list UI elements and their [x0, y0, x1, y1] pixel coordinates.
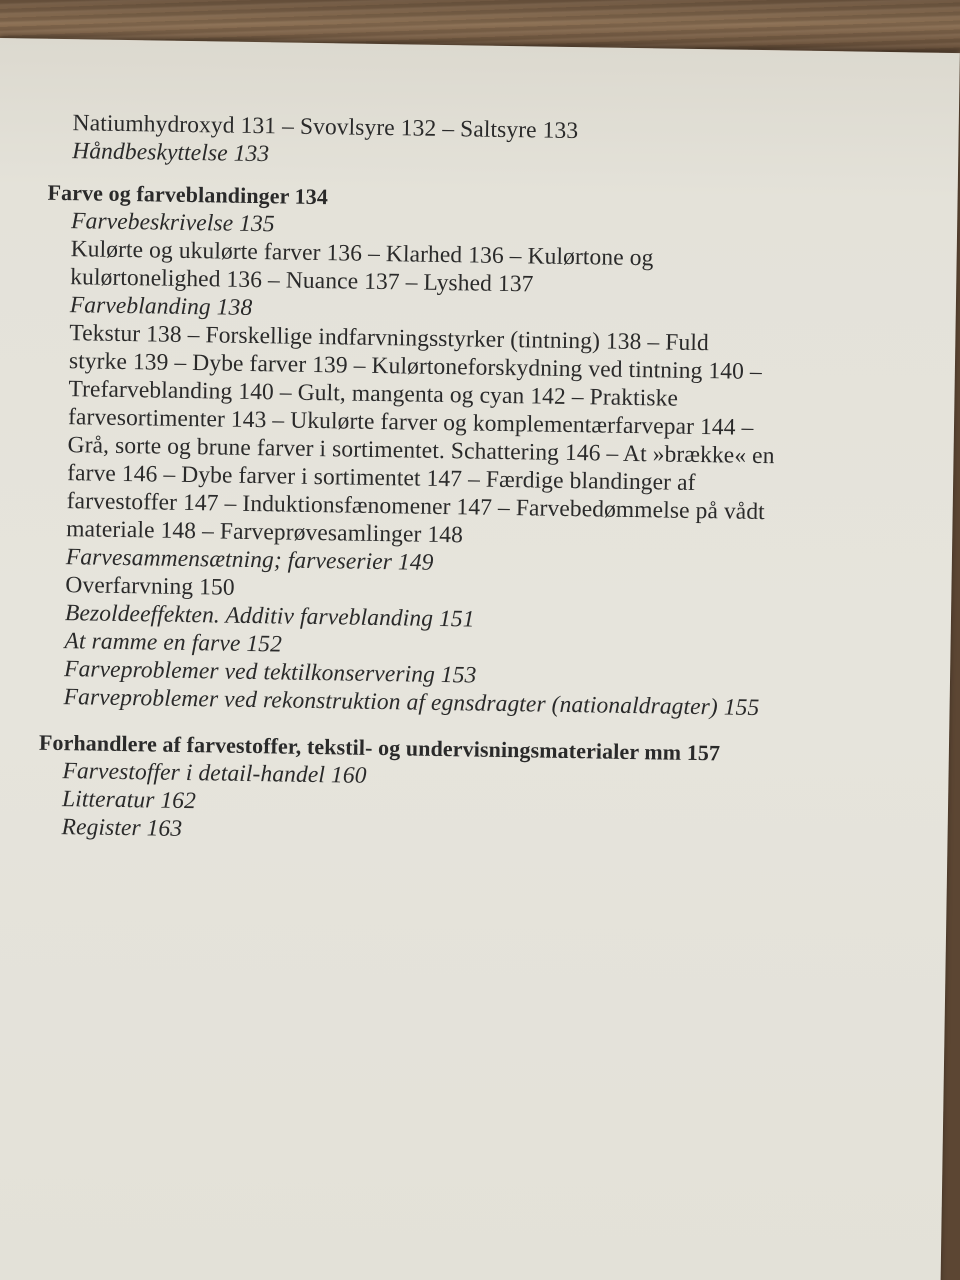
toc-entry-farvebeskrivelse: Farvebeskrivelse 135 — [70, 208, 275, 238]
section-heading-farve: Farve og farveblandinger 134 — [47, 179, 329, 210]
toc-entry-farvestoffer-detail: Farvestoffer i detail-handel 160 — [62, 758, 367, 789]
toc-entry-farvesammensaetning: Farvesammensætning; farveserier 149 — [65, 544, 434, 576]
toc-entry-at-ramme: At ramme en farve 152 — [64, 628, 283, 658]
toc-entry-overfarvning: Overfarvning 150 — [65, 572, 235, 601]
toc-line-natriumhydroxyd: Natiumhydroxyd 131 – Svovlsyre 132 – Saltsyre 133 — [72, 110, 579, 145]
toc-line-tekstur-7: farvestoffer 147 – Induktionsfænomener 147 – Farvebedømmelse på vådt — [66, 488, 765, 526]
toc-line-tekstur-8: materiale 148 – Farveprøvesamlinger 148 — [66, 516, 464, 549]
toc-entry-handbeskyttelse: Håndbeskyttelse 133 — [72, 138, 270, 168]
toc-line-tekstur-4: farvesortimenter 143 – Ukulørte farver og komplementærfarvepar 144 – — [67, 404, 754, 441]
toc-line-tekstur-5: Grå, sorte og brune farver i sortimentet. Schattering 146 – At »brække« en — [67, 432, 775, 470]
table-of-contents — [37, 109, 908, 854]
toc-line-tekstur-6: farve 146 – Dybe farver i sortimentet 147 – Færdige blandinger af — [66, 460, 696, 496]
section-heading-forhandlere: Forhandlere af farvestoffer, tekstil- og undervisningsmaterialer mm 157 — [38, 729, 721, 766]
toc-line-kulorte-2: kulørtonelighed 136 – Nuance 137 – Lyshed 137 — [70, 264, 534, 298]
book-page — [0, 38, 960, 1280]
toc-entry-register: Register 163 — [61, 814, 183, 842]
toc-entry-farveblanding: Farveblanding 138 — [69, 292, 253, 321]
toc-line-tekstur-1: Tekstur 138 – Forskellige indfarvningsstyrker (tintning) 138 – Fuld — [69, 320, 709, 357]
toc-entry-farveproblemer-rekonstruktion: Farveproblemer ved rekonstruktion af egnsdragter (nationaldragter) 155 — [63, 684, 760, 722]
toc-line-kulorte-1: Kulørte og ukulørte farver 136 – Klarhed 136 – Kulørtone og — [70, 236, 654, 272]
toc-entry-litteratur: Litteratur 162 — [61, 786, 197, 815]
toc-line-tekstur-2: styrke 139 – Dybe farver 139 – Kulørtoneforskydning ved tintning 140 – — [68, 348, 763, 386]
toc-line-tekstur-3: Trefarveblanding 140 – Gult, mangenta og cyan 142 – Praktiske — [68, 376, 679, 412]
toc-entry-farveproblemer-tekstil: Farveproblemer ved tektilkonservering 153 — [63, 656, 477, 689]
toc-entry-bezold: Bezoldeeffekten. Additiv farveblanding 151 — [64, 600, 475, 633]
